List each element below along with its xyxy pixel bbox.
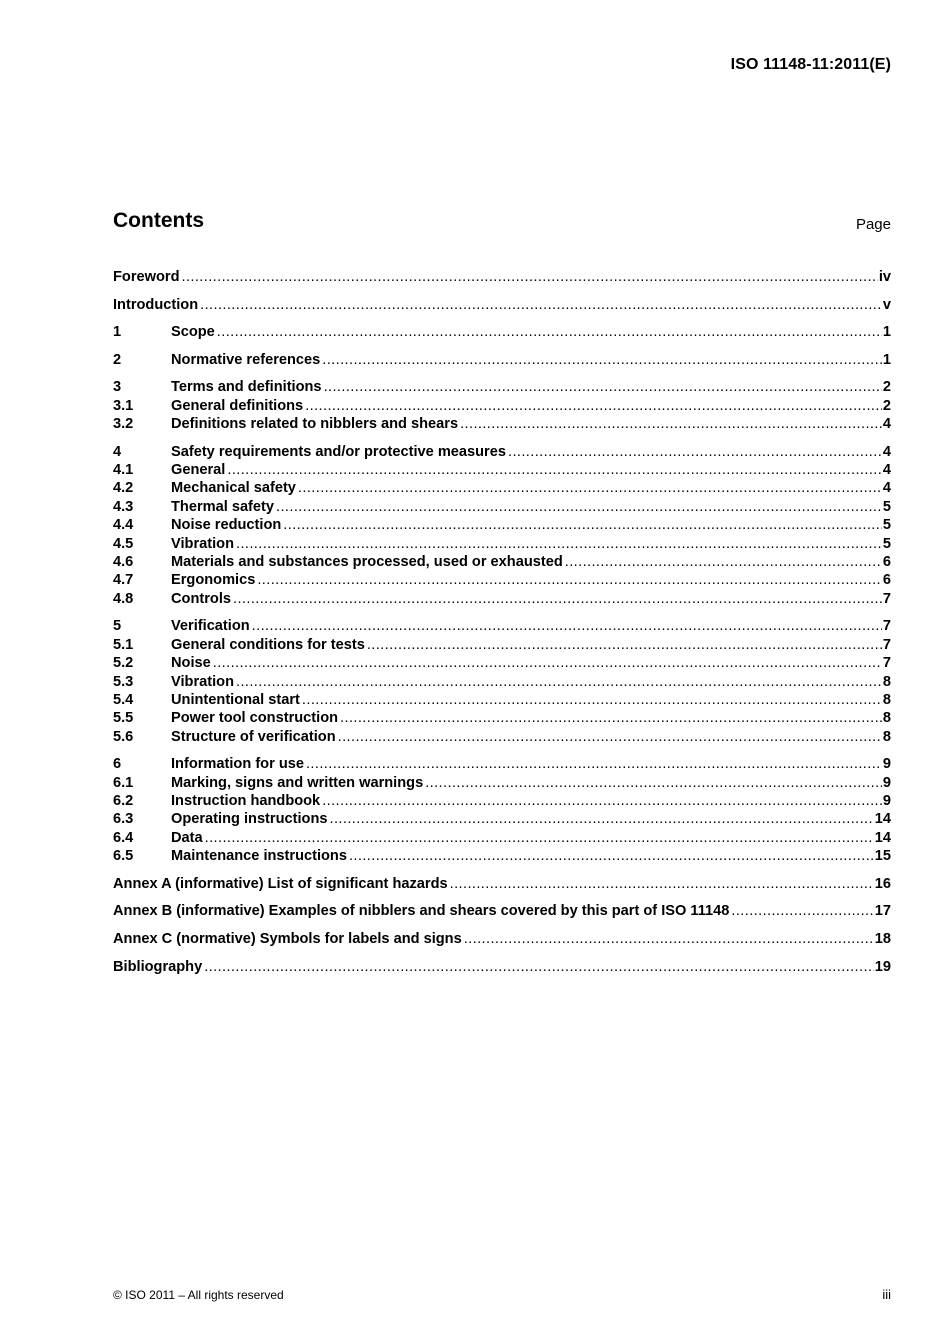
toc-dot-leader [257,571,882,589]
toc-entry[interactable] [113,415,891,433]
toc-dot-leader [227,461,882,479]
toc-entry-title: General [171,462,226,479]
toc-entry-number: 2 [113,351,122,368]
toc-entry-number: 4.3 [113,498,134,515]
toc-entry-title: Terms and definitions [171,379,322,396]
toc-entry-number: 6 [113,756,122,773]
toc-entry-title: Noise reduction [171,517,282,534]
toc-entry[interactable] [113,351,891,369]
toc-entry-title: Scope [171,324,215,341]
toc-entry-number: 4 [113,443,122,460]
toc-dot-leader [425,774,882,792]
toc-dot-leader [276,498,882,516]
toc-dot-leader [460,415,882,433]
footer-page-number: iii [882,1287,891,1302]
toc-entry-title: Materials and substances processed, used or exhausted [171,554,563,571]
toc-entry-title: Annex A (informative) List of significant hazards [113,875,448,892]
toc-entry-page: v [882,296,891,313]
toc-entry-number: 4.8 [113,590,134,607]
toc-entry-number: 4.6 [113,554,134,571]
toc-entry-number: 1 [113,324,122,341]
toc-entry-page: 8 [882,673,891,690]
toc-entry-title: Annex C (normative) Symbols for labels and signs [113,930,462,947]
toc-dot-leader [283,516,882,534]
toc-entry-title: Unintentional start [171,691,300,708]
toc-entry-page: 4 [882,416,891,433]
toc-entry[interactable] [113,755,891,773]
toc-dot-leader [305,397,882,415]
toc-entry[interactable] [113,673,891,691]
toc-entry-number: 5.3 [113,673,134,690]
toc-entry-page: 8 [882,710,891,727]
toc-entry[interactable] [113,958,891,976]
toc-entry-title: General definitions [171,397,304,414]
toc-entry-page: 1 [882,324,891,341]
toc-entry[interactable] [113,378,891,396]
toc-entry-page: 15 [874,848,891,865]
toc-entry[interactable] [113,636,891,654]
toc-entry-number: 4.7 [113,572,134,589]
toc-entry-page: 2 [882,379,891,396]
page-column-label: Page [855,216,891,233]
toc-dot-leader [330,810,874,828]
toc-entry-title: Noise [171,655,211,672]
footer-copyright: © ISO 2011 – All rights reserved [113,1288,284,1302]
toc-entry[interactable] [113,847,891,865]
toc-entry[interactable] [113,590,891,608]
toc-entry-number: 5.4 [113,691,134,708]
toc-entry-title: Structure of verification [171,728,336,745]
toc-entry-page: 4 [882,480,891,497]
toc-entry-page: 6 [882,572,891,589]
toc-entry-number: 3.2 [113,416,134,433]
toc-dot-leader [298,479,882,497]
toc-dot-leader [205,829,874,847]
toc-entry-number: 6.5 [113,848,134,865]
toc-entry[interactable] [113,498,891,516]
document-id: ISO 11148-11:2011(E) [730,56,891,73]
toc-dot-leader [306,755,882,773]
toc-entry-title: Definitions related to nibblers and shears [171,416,459,433]
toc-entry-page: 4 [882,443,891,460]
toc-dot-leader [565,553,882,571]
toc-dot-leader [508,443,882,461]
toc-dot-leader [302,691,882,709]
toc-dot-leader [322,351,882,369]
toc-entry-page: 7 [882,590,891,607]
toc-entry-title: Operating instructions [171,811,328,828]
toc-dot-leader [204,958,874,976]
toc-entry-title: Vibration [171,535,234,552]
toc-entry[interactable] [113,810,891,828]
toc-entry-title: Marking, signs and written warnings [171,774,424,791]
toc-entry[interactable] [113,461,891,479]
toc-entry-number: 4.1 [113,462,134,479]
toc-entry-page: 5 [882,535,891,552]
toc-entry-page: 4 [882,462,891,479]
toc-entry-page: 8 [882,728,891,745]
toc-entry-page: 9 [882,774,891,791]
toc-entry-title: Ergonomics [171,572,256,589]
toc-entry[interactable] [113,930,891,948]
toc-entry[interactable] [113,829,891,847]
toc-entry-title: Data [171,829,203,846]
toc-entry-number: 4.5 [113,535,134,552]
toc-dot-leader [236,535,882,553]
toc-entry-title: Safety requirements and/or protective measures [171,443,506,460]
toc-entry-number: 4.4 [113,517,134,534]
toc-entry[interactable] [113,323,891,341]
toc-entry-number: 5.6 [113,728,134,745]
toc-entry-title: Bibliography [113,958,203,975]
toc-dot-leader [236,673,882,691]
toc-entry-title: Vibration [171,673,234,690]
toc-entry-number: 5.5 [113,710,134,727]
toc-entry[interactable] [113,553,891,571]
page-title: Contents [113,209,204,232]
toc-entry-title: Annex B (informative) Examples of nibblers and shears covered by this part of ISO 11148 [113,903,730,920]
toc-dot-leader [213,654,882,672]
toc-dot-leader [200,296,882,314]
toc-dot-leader [450,875,874,893]
toc-entry[interactable] [113,792,891,810]
toc-entry-page: iv [878,269,891,285]
toc-entry-number: 5.2 [113,655,134,672]
toc-entry[interactable] [113,479,891,497]
toc-dot-leader [181,268,877,286]
toc-entry-page: 1 [882,351,891,368]
toc-entry[interactable] [113,875,891,893]
toc-entry-number: 3 [113,379,122,396]
toc-entry-page: 7 [882,618,891,635]
toc-entry-page: 7 [882,655,891,672]
toc-entry-title: Information for use [171,756,304,773]
toc-entry-number: 6.2 [113,793,134,810]
toc-dot-leader [349,847,874,865]
toc-entry-page: 14 [874,811,891,828]
toc-entry-title: Introduction [113,296,199,313]
toc-entry-page: 16 [874,875,891,892]
toc-dot-leader [324,378,882,396]
toc-entry-title: Maintenance instructions [171,848,347,865]
toc-entry-number: 4.2 [113,480,134,497]
toc-dot-leader [233,590,882,608]
toc-dot-leader [340,709,882,727]
toc-entry-title: Controls [171,590,231,607]
toc-entry-page: 6 [882,554,891,571]
toc-dot-leader [338,728,882,746]
toc-entry-page: 19 [874,958,891,975]
toc-entry-page: 14 [874,829,891,846]
toc-entry-page: 9 [882,756,891,773]
toc-entry[interactable] [113,397,891,415]
toc-entry-number: 6.4 [113,829,134,846]
toc-dot-leader [322,792,882,810]
toc-entry-title: Power tool construction [171,710,339,727]
toc-entry[interactable] [113,617,891,635]
toc-entry[interactable] [113,443,891,461]
toc-entry-page: 7 [882,636,891,653]
toc-entry-number: 6.1 [113,774,134,791]
toc-entry-title: Instruction handbook [171,793,321,810]
toc-entry-page: 5 [882,517,891,534]
toc-entry[interactable] [113,774,891,792]
toc-entry-number: 5 [113,618,122,635]
toc-entry-page: 8 [882,691,891,708]
toc-entry-number: 6.3 [113,811,134,828]
toc-entry-page: 17 [874,903,891,920]
toc-entry[interactable] [113,516,891,534]
toc-entry[interactable] [113,296,891,314]
toc-dot-leader [367,636,882,654]
toc-entry[interactable] [113,728,891,746]
toc-entry-title: Verification [171,618,250,635]
toc-entry-page: 18 [874,930,891,947]
toc-entry-page: 9 [882,793,891,810]
toc-dot-leader [731,902,873,920]
toc-entry[interactable] [113,654,891,672]
toc-entry-number: 5.1 [113,636,134,653]
toc-dot-leader [464,930,874,948]
toc-entry[interactable] [113,268,891,286]
toc-entry-page: 2 [882,397,891,414]
toc-entry[interactable] [113,709,891,727]
toc-entry-title: Thermal safety [171,498,275,515]
toc-entry-title: Foreword [113,269,180,285]
toc-entry-title: Mechanical safety [171,480,296,497]
toc-entry-page: 5 [882,498,891,515]
toc-dot-leader [217,323,882,341]
toc-entry[interactable] [113,571,891,589]
toc-entry-title: General conditions for tests [171,636,365,653]
toc-entry[interactable] [113,902,891,920]
toc-entry[interactable] [113,535,891,553]
toc-dot-leader [252,617,882,635]
toc-entry-number: 3.1 [113,397,134,414]
table-of-contents [113,268,891,976]
toc-entry-title: Normative references [171,351,321,368]
toc-entry[interactable] [113,691,891,709]
